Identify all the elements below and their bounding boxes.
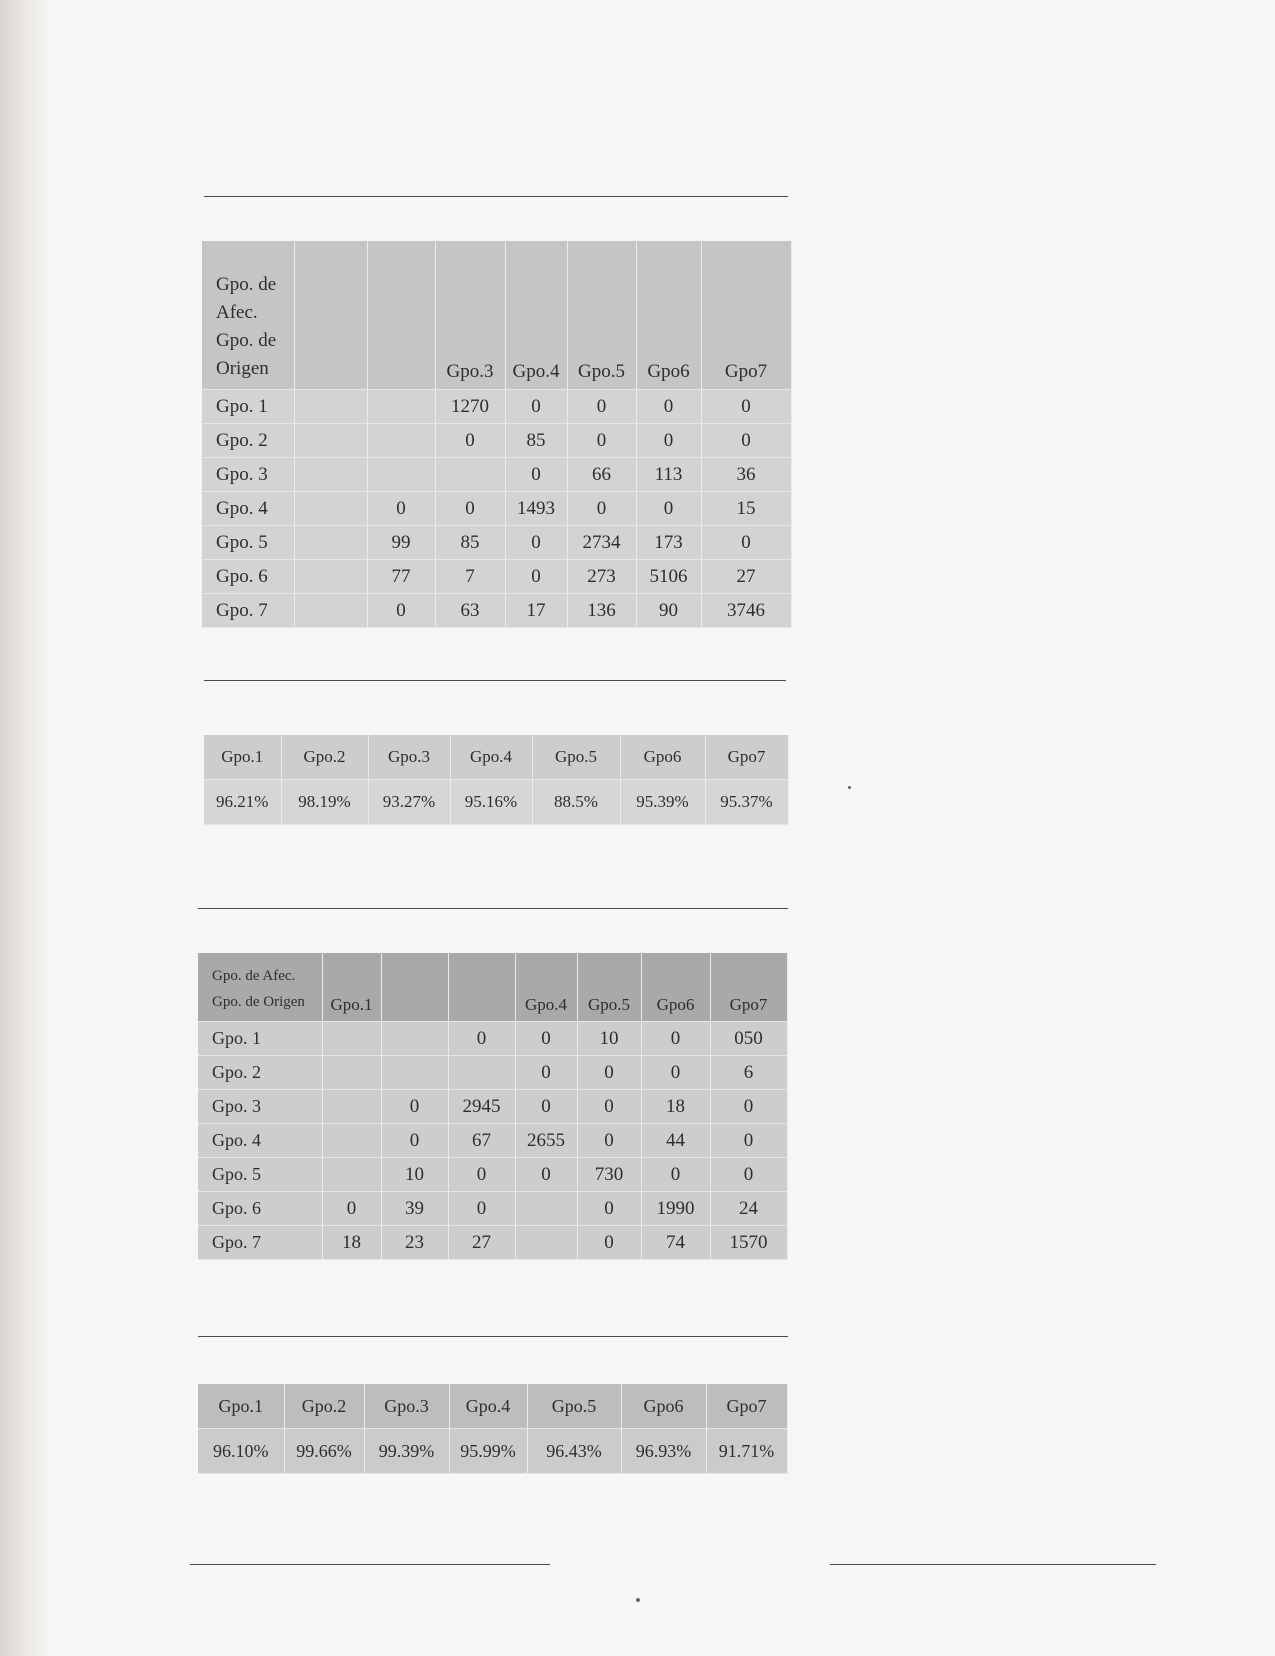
table-cell: 0 [505,560,567,594]
table-cell: 0 [636,492,701,526]
table-cell: 113 [636,458,701,492]
faded-caption-3 [212,696,732,708]
table-header-row [198,953,787,1022]
column-header: Gpo.1 [204,735,281,780]
table-header-row [202,241,791,390]
table-cell [322,1124,381,1158]
table-cell: 0 [641,1056,710,1090]
table-cell: 0 [515,1090,577,1124]
row-label: Gpo. 3 [202,458,294,492]
accuracy-table-1 [204,735,789,825]
table-cell: 99.66% [284,1429,364,1474]
table-cell: 96.93% [621,1429,706,1474]
table-cell: 0 [577,1192,641,1226]
column-header: Gpo.4 [450,735,532,780]
corner-line: Gpo. de Afec. [212,968,296,984]
table-row [198,1158,787,1192]
table-row [198,1429,787,1474]
column-header: Gpo.1 [198,1384,284,1429]
table-cell: 95.99% [449,1429,527,1474]
table-cell: 0 [641,1022,710,1056]
table-cell: 273 [567,560,636,594]
table-cell [381,1022,448,1056]
faded-caption-5 [212,866,572,878]
table-cell: 0 [505,390,567,424]
table-header-row [204,735,788,780]
table-cell: 99 [367,526,435,560]
table-row [198,1022,787,1056]
page-binding-shadow [0,0,50,1656]
table-cell [294,526,367,560]
table-cell: 36 [701,458,791,492]
row-label: Gpo. 2 [202,424,294,458]
column-header: Gpo.3 [435,241,505,390]
table-cell: 0 [367,594,435,628]
table-cell: 0 [577,1124,641,1158]
section-rule-2 [204,680,786,681]
table-cell: 0 [701,390,791,424]
table-cell: 99.39% [364,1429,449,1474]
column-header [448,953,515,1022]
column-header: Gpo.3 [364,1384,449,1429]
table-cell: 85 [435,526,505,560]
table-cell: 0 [710,1090,787,1124]
table-cell: 0 [567,390,636,424]
confusion-table-2 [198,953,788,1260]
table-cell: 27 [448,1226,515,1260]
table-cell: 0 [636,424,701,458]
faded-caption-7 [212,1252,752,1264]
table-cell: 10 [381,1158,448,1192]
table-cell: 0 [577,1056,641,1090]
section-rule-4 [198,1336,788,1337]
table-cell: 17 [505,594,567,628]
table-cell: 136 [567,594,636,628]
table-cell: 1493 [505,492,567,526]
table-cell [294,390,367,424]
column-header: Gpo7 [701,241,791,390]
row-label: Gpo. 1 [198,1022,322,1056]
table-cell: 0 [567,492,636,526]
table-cell: 74 [641,1226,710,1260]
faded-caption-4 [212,842,732,854]
column-header: Gpo.2 [281,735,368,780]
table-cell: 88.5% [532,780,620,825]
table-cell: 23 [381,1226,448,1260]
table-cell [294,458,367,492]
column-header: Gpo7 [706,1384,787,1429]
corner-line: Gpo. de [216,330,277,351]
specks-mark [636,1598,640,1602]
table-cell: 0 [567,424,636,458]
table-cell: 0 [381,1090,448,1124]
table-row [202,492,791,526]
section-rule-1 [204,196,788,197]
table-cell: 67 [448,1124,515,1158]
table-row [202,390,791,424]
table-cell: 27 [701,560,791,594]
faded-caption-6 [212,926,672,938]
table-cell [367,390,435,424]
table-cell [322,1090,381,1124]
table-cell: 0 [435,424,505,458]
corner-header [202,241,294,390]
row-label: Gpo. 3 [198,1090,322,1124]
table-cell: 44 [641,1124,710,1158]
table-cell: 0 [515,1022,577,1056]
table-cell: 1270 [435,390,505,424]
corner-line: Origen [216,358,269,379]
table-row [202,560,791,594]
table-row [198,1192,787,1226]
table-cell: 1990 [641,1192,710,1226]
confusion-table-1 [202,241,792,628]
table-cell [381,1056,448,1090]
row-label: Gpo. 5 [198,1158,322,1192]
table-cell [448,1056,515,1090]
table-cell: 6 [710,1056,787,1090]
column-header: Gpo.5 [567,241,636,390]
table-cell: 63 [435,594,505,628]
table-cell: 0 [701,526,791,560]
table-cell: 96.10% [198,1429,284,1474]
table-cell: 18 [322,1226,381,1260]
column-header: Gpo7 [710,953,787,1022]
column-header: Gpo.1 [322,953,381,1022]
column-header: Gpo6 [641,953,710,1022]
column-header: Gpo.2 [284,1384,364,1429]
footer-rule-left [190,1564,550,1565]
table-cell: 0 [710,1158,787,1192]
table-cell: 173 [636,526,701,560]
table-cell: 0 [505,458,567,492]
row-label: Gpo. 6 [198,1192,322,1226]
table-cell: 15 [701,492,791,526]
corner-line: Afec. [216,302,258,323]
table-cell [322,1022,381,1056]
column-header [294,241,367,390]
row-label: Gpo. 4 [198,1124,322,1158]
table-cell: 0 [710,1124,787,1158]
faded-caption-2 [212,622,752,634]
table-cell: 050 [710,1022,787,1056]
column-header: Gpo6 [636,241,701,390]
table-row [198,1056,787,1090]
table-cell: 24 [710,1192,787,1226]
corner-header [198,953,322,1022]
table-cell: 3746 [701,594,791,628]
column-header: Gpo.3 [368,735,450,780]
table-cell: 10 [577,1022,641,1056]
column-header [367,241,435,390]
row-label: Gpo. 7 [202,594,294,628]
table-cell: 0 [577,1090,641,1124]
row-label: Gpo. 4 [202,492,294,526]
table-cell: 93.27% [368,780,450,825]
accuracy-table-2 [198,1384,788,1474]
table-cell [322,1056,381,1090]
footer-rule-right [830,1564,1156,1565]
table-row [198,1124,787,1158]
table-cell [435,458,505,492]
row-label: Gpo. 1 [202,390,294,424]
table-cell: 0 [505,526,567,560]
column-header: Gpo6 [621,1384,706,1429]
table-row [198,1090,787,1124]
table-cell: 0 [322,1192,381,1226]
table-cell: 95.39% [620,780,705,825]
table-cell: 0 [636,390,701,424]
table-cell: 18 [641,1090,710,1124]
table-cell: 0 [515,1056,577,1090]
table-cell: 96.21% [204,780,281,825]
row-label: Gpo. 2 [198,1056,322,1090]
table-cell: 77 [367,560,435,594]
faded-caption-9 [212,1368,352,1380]
column-header: Gpo.5 [527,1384,621,1429]
row-label: Gpo. 6 [202,560,294,594]
table-cell: 0 [448,1192,515,1226]
table-cell: 0 [641,1158,710,1192]
table-cell: 2945 [448,1090,515,1124]
table-cell [294,424,367,458]
table-cell: 85 [505,424,567,458]
table-cell: 0 [448,1022,515,1056]
corner-line: Gpo. de Origen [212,994,305,1010]
faded-caption-8 [212,1346,712,1358]
table-row [202,526,791,560]
table-cell: 90 [636,594,701,628]
table-cell: 5106 [636,560,701,594]
table-cell: 0 [367,492,435,526]
table-cell: 95.37% [705,780,788,825]
row-label: Gpo. 5 [202,526,294,560]
table-cell: 98.19% [281,780,368,825]
table-cell [515,1192,577,1226]
table-cell [367,424,435,458]
table-cell: 95.16% [450,780,532,825]
table-cell: 730 [577,1158,641,1192]
corner-line: Gpo. de [216,274,277,295]
column-header: Gpo.4 [449,1384,527,1429]
table-cell: 0 [577,1226,641,1260]
table-cell: 2734 [567,526,636,560]
table-cell: 0 [701,424,791,458]
table-row [204,780,788,825]
table-cell: 96.43% [527,1429,621,1474]
table-cell: 91.71% [706,1429,787,1474]
column-header: Gpo6 [620,735,705,780]
specks-mark [848,786,851,789]
row-label: Gpo. 7 [198,1226,322,1260]
table-cell [322,1158,381,1192]
column-header: Gpo.5 [577,953,641,1022]
table-header-row [198,1384,787,1429]
faded-caption-1 [212,212,682,224]
section-rule-3 [198,908,788,909]
table-cell: 0 [515,1158,577,1192]
table-cell: 39 [381,1192,448,1226]
column-header: Gpo7 [705,735,788,780]
table-cell: 2655 [515,1124,577,1158]
table-cell [294,492,367,526]
column-header [381,953,448,1022]
table-cell: 0 [435,492,505,526]
table-cell [294,560,367,594]
table-row [202,458,791,492]
column-header: Gpo.4 [505,241,567,390]
column-header: Gpo.5 [532,735,620,780]
table-row [202,424,791,458]
column-header: Gpo.4 [515,953,577,1022]
table-cell: 66 [567,458,636,492]
table-cell: 0 [381,1124,448,1158]
table-cell: 7 [435,560,505,594]
table-cell [367,458,435,492]
table-cell: 1570 [710,1226,787,1260]
table-cell: 0 [448,1158,515,1192]
